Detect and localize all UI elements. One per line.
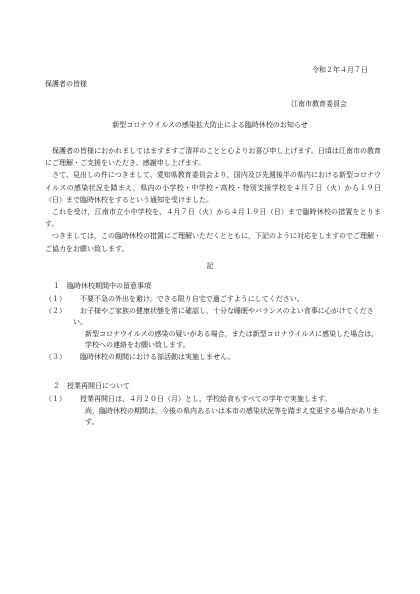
ki-heading: 記 — [206, 262, 214, 270]
section-2-items — [45, 394, 381, 429]
item-text: お子様やご家族の健康状態を常に確認し，十分な睡眠やバランスのよい食事に心がけてください。 — [73, 306, 374, 327]
body-text — [45, 145, 381, 255]
list-item — [45, 294, 381, 306]
body-paragraph-1: 保護者の皆様におかれましてはますますご清祥のことと心よりお喜び申し上げます。日頃は江南市の教育にご理解・ご支援をいただき、感謝申し上げます。 — [45, 147, 381, 168]
item-text: 不要不急の外出を避け，できる限り自宅で過ごすようにしてください。 — [80, 295, 304, 303]
item-text: 授業再開日は，４月２０日（月）とし，学校給食もすべての学年で実施します。 — [80, 395, 332, 403]
item-continuation: 尚，臨時休校の期間は，今後の県内あるいは本市の感染状況等を踏まえ変更する場合があります。 — [85, 406, 379, 427]
body-paragraph-4: つきましては，この臨時休校の措置にご理解いただくとともに，下記のように対応をしますのでご理解・ご協力をお願い致します。 — [45, 232, 381, 253]
item-text: 臨時休校の期間における部活動は実施しません。 — [80, 352, 235, 361]
section-2-heading: ２ 授業再開日について — [53, 382, 130, 390]
item-number: （１） — [45, 395, 66, 403]
list-item — [45, 352, 381, 364]
item-number: （２） — [45, 306, 66, 315]
list-item — [45, 394, 381, 406]
section-1-heading: １ 臨時休校期間中の留意事項 — [53, 282, 151, 290]
body-paragraph-3: これを受け，江南市立小中学校を，４月７日（火）から４月１９日（日）まで臨時休校の措置をとります。 — [45, 208, 381, 229]
recipient: 保護者の皆様 — [45, 80, 87, 88]
item-continuation: 新型コロナウイルスの感染の疑いがある場合，または新型コロナウイルスに感染した場合は，学校への連絡をお願い致します。 — [85, 329, 379, 350]
item-number: （１） — [45, 295, 66, 303]
sender: 江南市教育委員会 — [291, 100, 347, 108]
list-item — [45, 306, 381, 329]
section-1-items — [45, 294, 381, 364]
item-number: （３） — [45, 352, 66, 361]
document-date: 令和２年４月７日 — [312, 66, 368, 74]
body-paragraph-2: さて、見出しの件につきまして、愛知県教育委員会より，国内及び先週後半の県内における新型コロナウイルスの感染状況を踏まえ，県内の小学校・中学校・高校・特別支援学校を４月７日（火）から１９日（日）まで臨時休校をするという通知を受けました。 — [45, 171, 381, 204]
document-title: 新型コロナウイルスの感染拡大防止による臨時休校のお知らせ — [112, 121, 308, 129]
